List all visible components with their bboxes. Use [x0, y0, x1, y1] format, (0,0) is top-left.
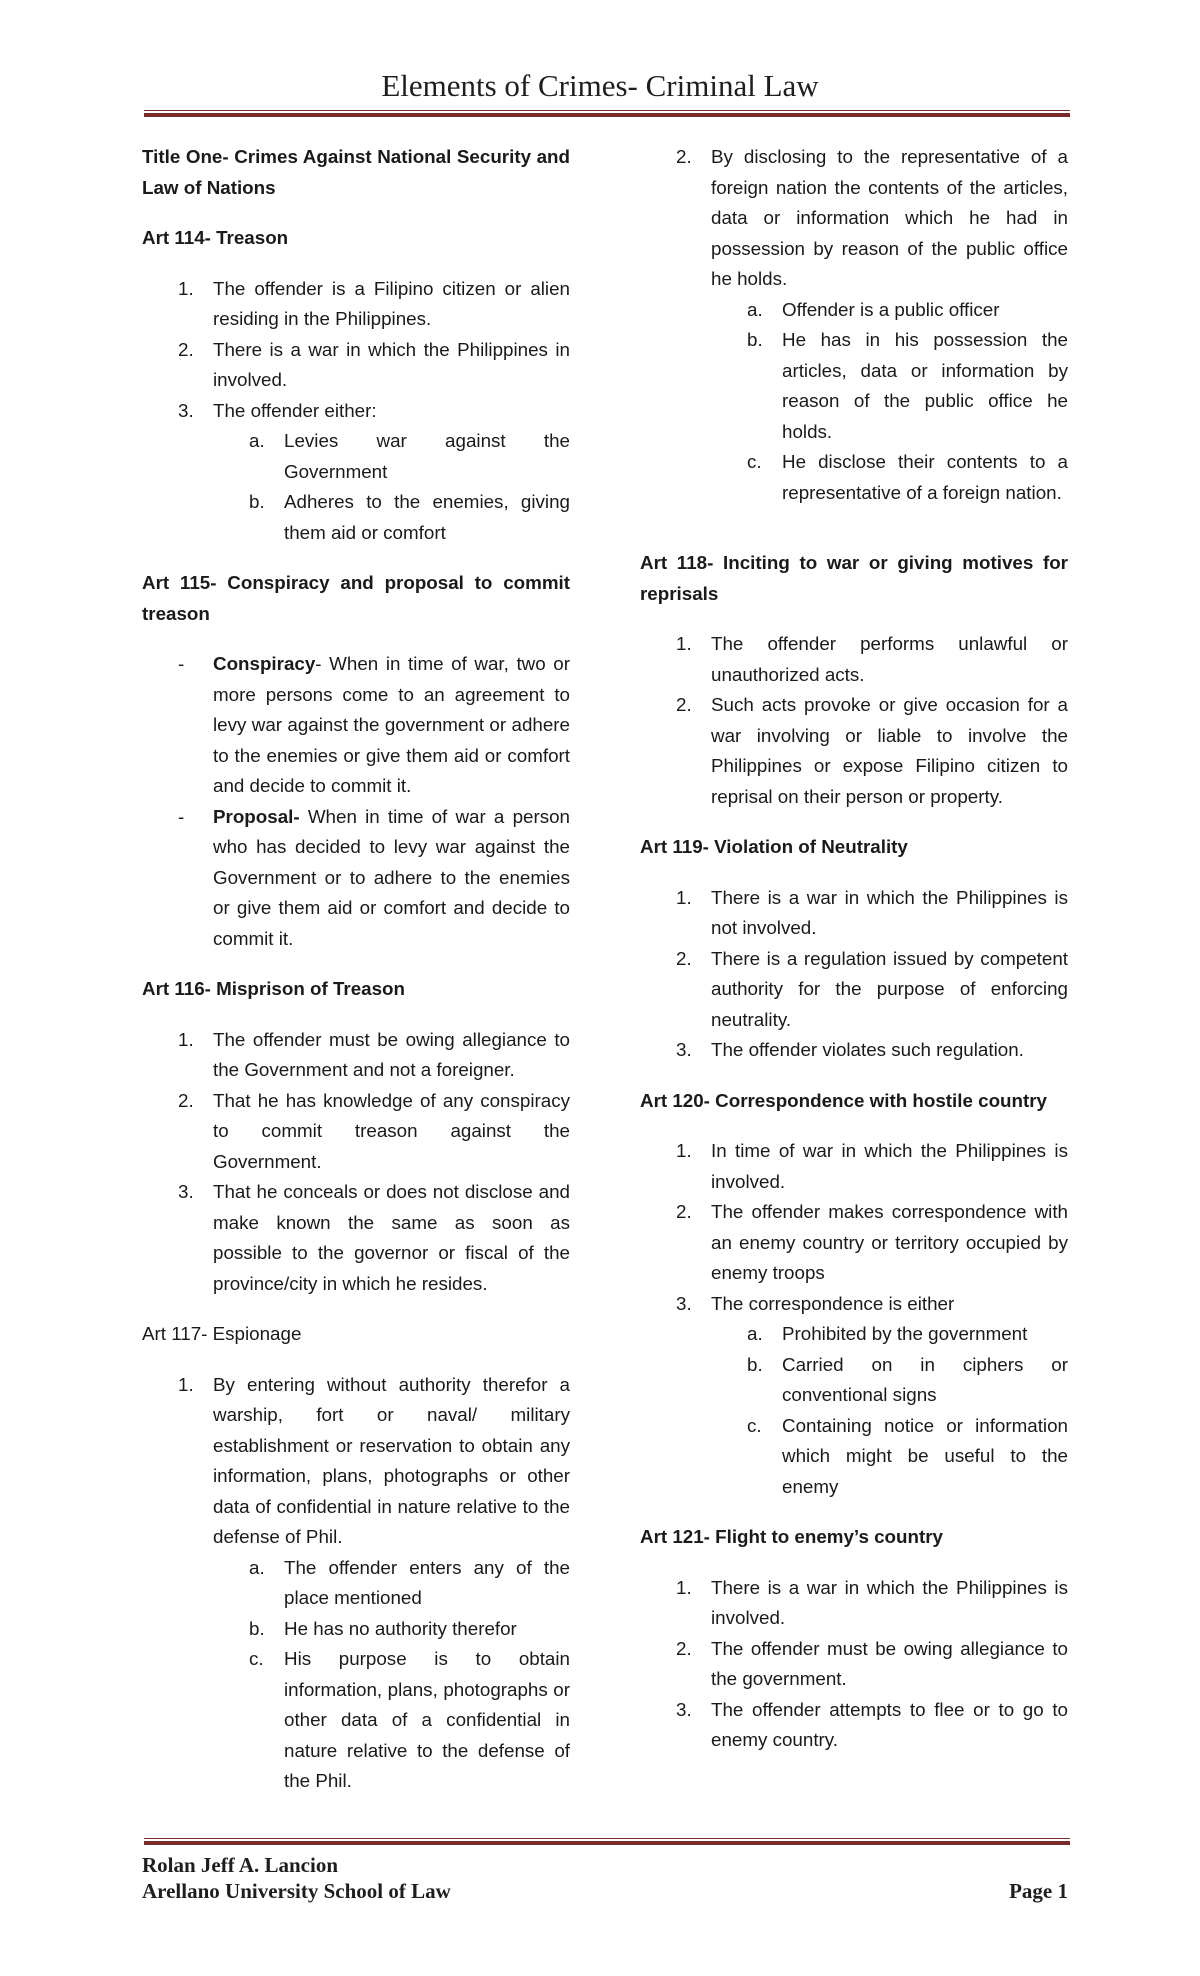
- list-item-text: The offender is a Filipino citizen or alien residing in the Philippines.: [213, 277, 570, 329]
- art121-list: [640, 1573, 1068, 1756]
- list-item-text: By disclosing to the representative of a foreign nation the contents of the articles, data or information which he had in possession by reason of the public office he holds.: [711, 146, 1068, 289]
- list-item-text: His purpose is to obtain information, plans, photographs or other data of a confidential in nature relative to the defense of the Phil.: [284, 1648, 570, 1791]
- list-item-text: The offender must be owing allegiance to the government.: [711, 1637, 1068, 1689]
- list-item: [142, 274, 570, 335]
- definition-text: When in time of war a person who has decided to levy war against the Government or to adhere to the enemies or give them aid or comfort and decide to commit it.: [213, 805, 570, 949]
- sub-list-item: [640, 1411, 1068, 1503]
- footer-rule: [144, 1838, 1070, 1845]
- art117-list-continued: [640, 142, 1068, 508]
- list-item: [640, 1573, 1068, 1634]
- list-marker: c.: [747, 1414, 762, 1436]
- art119-heading: Art 119- Violation of Neutrality: [640, 836, 908, 857]
- footer-school: Arellano University School of Law: [142, 1879, 451, 1903]
- sub-list-item: [640, 447, 1068, 508]
- header-rule: [144, 110, 1070, 117]
- list-item-text: Containing notice or information which might be useful to the enemy: [782, 1414, 1068, 1497]
- list-item-text: The offender attempts to flee or to go to enemy country.: [711, 1698, 1068, 1750]
- art117-heading: Art 117- Espionage: [142, 1323, 302, 1344]
- art121-heading: Art 121- Flight to enemy’s country: [640, 1526, 943, 1547]
- list-marker: a.: [249, 1556, 265, 1578]
- list-item-text: The offender must be owing allegiance to the Government and not a foreigner.: [213, 1028, 570, 1080]
- list-marker: 1.: [676, 1140, 692, 1161]
- list-marker: 3.: [178, 1181, 194, 1202]
- list-item-text: There is a war in which the Philippines is involved.: [711, 1576, 1068, 1628]
- list-item-text: The offender makes correspondence with an enemy country or territory occupied by enemy troops: [711, 1201, 1068, 1283]
- list-item: [142, 1177, 570, 1299]
- list-item: [640, 1695, 1068, 1756]
- title-one-heading: Title One- Crimes Against National Security and Law of Nations: [142, 146, 570, 198]
- list-item-text: He disclose their contents to a representative of a foreign nation.: [782, 451, 1068, 503]
- right-column: [640, 142, 1068, 1776]
- list-marker: 2.: [178, 338, 194, 360]
- list-item-text: The correspondence is either: [711, 1292, 955, 1314]
- list-item: [640, 883, 1068, 944]
- art115-list: [142, 649, 570, 954]
- list-item: [640, 944, 1068, 1036]
- list-item: [640, 690, 1068, 812]
- list-item: [640, 1634, 1068, 1695]
- list-item: [640, 629, 1068, 690]
- list-item-text: There is a war in which the Philippines is not involved.: [711, 886, 1068, 938]
- list-marker: 3.: [676, 1292, 692, 1314]
- list-item-text: He has in his possession the articles, data or information by reason of the public office he holds.: [782, 329, 1068, 442]
- list-item-text: That he conceals or does not disclose and make known the same as soon as possible to the governor or fiscal of the province/city in which he resides.: [213, 1181, 570, 1294]
- sub-list-item: [640, 1319, 1068, 1350]
- list-marker: 3.: [676, 1698, 692, 1720]
- list-marker: 2.: [676, 146, 692, 167]
- list-marker: b.: [747, 1353, 763, 1375]
- list-item-text: The offender performs unlawful or unauthorized acts.: [711, 633, 1068, 685]
- list-marker: -: [178, 653, 185, 674]
- list-item-text: That he has knowledge of any conspiracy to commit treason against the Government.: [213, 1089, 570, 1172]
- page-number: Page 1: [1009, 1879, 1068, 1903]
- list-marker: b.: [249, 1617, 265, 1639]
- list-marker: 2.: [676, 1201, 692, 1222]
- sub-list-item: [142, 426, 570, 487]
- list-marker: a.: [747, 298, 763, 320]
- sub-list-item: [640, 325, 1068, 447]
- left-column: [142, 142, 570, 1817]
- list-marker: c.: [249, 1648, 264, 1669]
- list-item: [640, 1289, 1068, 1320]
- list-item-text: In time of war in which the Philippines is involved.: [711, 1140, 1068, 1192]
- list-item: [142, 396, 570, 427]
- list-marker: a.: [747, 1323, 763, 1344]
- list-item-text: There is a regulation issued by competent authority for the purpose of enforcing neutrality.: [711, 947, 1068, 1030]
- list-item-text: Carried on in ciphers or conventional signs: [782, 1353, 1068, 1405]
- art114-heading: Art 114- Treason: [142, 227, 289, 248]
- list-item-text: He has no authority therefor: [284, 1617, 517, 1639]
- list-marker: 2.: [676, 1637, 692, 1659]
- term-proposal: Proposal-: [213, 805, 300, 827]
- list-item: [142, 1370, 570, 1553]
- list-marker: 1.: [676, 886, 692, 908]
- list-item: [640, 1035, 1068, 1066]
- sub-list-item: [142, 1614, 570, 1645]
- list-marker: 1.: [178, 1028, 194, 1050]
- art114-list: [142, 274, 570, 549]
- list-marker: 1.: [178, 1373, 194, 1395]
- list-item: [640, 142, 1068, 295]
- term-conspiracy: Conspiracy: [213, 653, 316, 674]
- list-item: [142, 1025, 570, 1086]
- list-item-text: The offender either:: [213, 399, 377, 421]
- art120-heading: Art 120- Correspondence with hostile country: [640, 1089, 1047, 1111]
- list-marker: 3.: [178, 399, 194, 421]
- art119-list: [640, 883, 1068, 1066]
- list-item: [640, 1197, 1068, 1289]
- art118-list: [640, 629, 1068, 812]
- list-marker: 1.: [676, 633, 692, 654]
- list-item-text: There is a war in which the Philippines in involved.: [213, 338, 570, 390]
- list-item-text: The offender enters any of the place mentioned: [284, 1556, 570, 1608]
- list-marker: 2.: [178, 1089, 194, 1111]
- list-item-text: By entering without authority therefor a warship, fort or naval/ military establishment or reservation to obtain any information, plans, photographs or other data of confidential in nature relative to the defense of Phil.: [213, 1373, 570, 1547]
- definition-text: - When in time of war, two or more persons come to an agreement to levy war against the government or adhere to the enemies or give them aid or comfort and decide to commit it.: [213, 653, 570, 796]
- list-marker: a.: [249, 430, 265, 451]
- list-item-text: Offender is a public officer: [782, 298, 1000, 320]
- list-item: [640, 1136, 1068, 1197]
- list-marker: 2.: [676, 694, 692, 715]
- list-marker: b.: [747, 329, 763, 350]
- sub-list-item: [142, 487, 570, 548]
- list-marker: 3.: [676, 1039, 692, 1060]
- list-item-text: The offender violates such regulation.: [711, 1039, 1024, 1060]
- art115-heading: Art 115- Conspiracy and proposal to commit treason: [142, 572, 570, 624]
- list-item-text: Prohibited by the government: [782, 1323, 1028, 1344]
- list-marker: c.: [747, 451, 762, 472]
- art117-list: [142, 1370, 570, 1797]
- list-marker: 1.: [676, 1576, 692, 1598]
- footer-credits: [142, 1852, 451, 1904]
- sub-list-item: [640, 1350, 1068, 1411]
- list-marker: b.: [249, 491, 265, 512]
- list-marker: -: [178, 805, 185, 827]
- list-marker: 2.: [676, 947, 692, 969]
- art116-list: [142, 1025, 570, 1300]
- sub-list-item: [142, 1644, 570, 1797]
- list-item-text: Levies war against the Government: [284, 430, 570, 482]
- proposal-definition: [142, 802, 570, 955]
- list-item-text: Such acts provoke or give occasion for a war involving or liable to involve the Philippines or expose Filipino citizen to reprisal on their person or property.: [711, 694, 1068, 807]
- art118-heading: Art 118- Inciting to war or giving motives for reprisals: [640, 552, 1068, 604]
- page-title: Elements of Crimes- Criminal Law: [381, 68, 819, 103]
- list-item: [142, 335, 570, 396]
- sub-list-item: [142, 1553, 570, 1614]
- conspiracy-definition: [142, 649, 570, 802]
- art116-heading: Art 116- Misprison of Treason: [142, 978, 406, 999]
- sub-list-item: [640, 295, 1068, 326]
- art120-list: [640, 1136, 1068, 1502]
- list-item-text: Adheres to the enemies, giving them aid or comfort: [284, 491, 570, 543]
- list-item: [142, 1086, 570, 1178]
- footer-author: Rolan Jeff A. Lancion: [142, 1853, 339, 1877]
- list-marker: 1.: [178, 277, 194, 299]
